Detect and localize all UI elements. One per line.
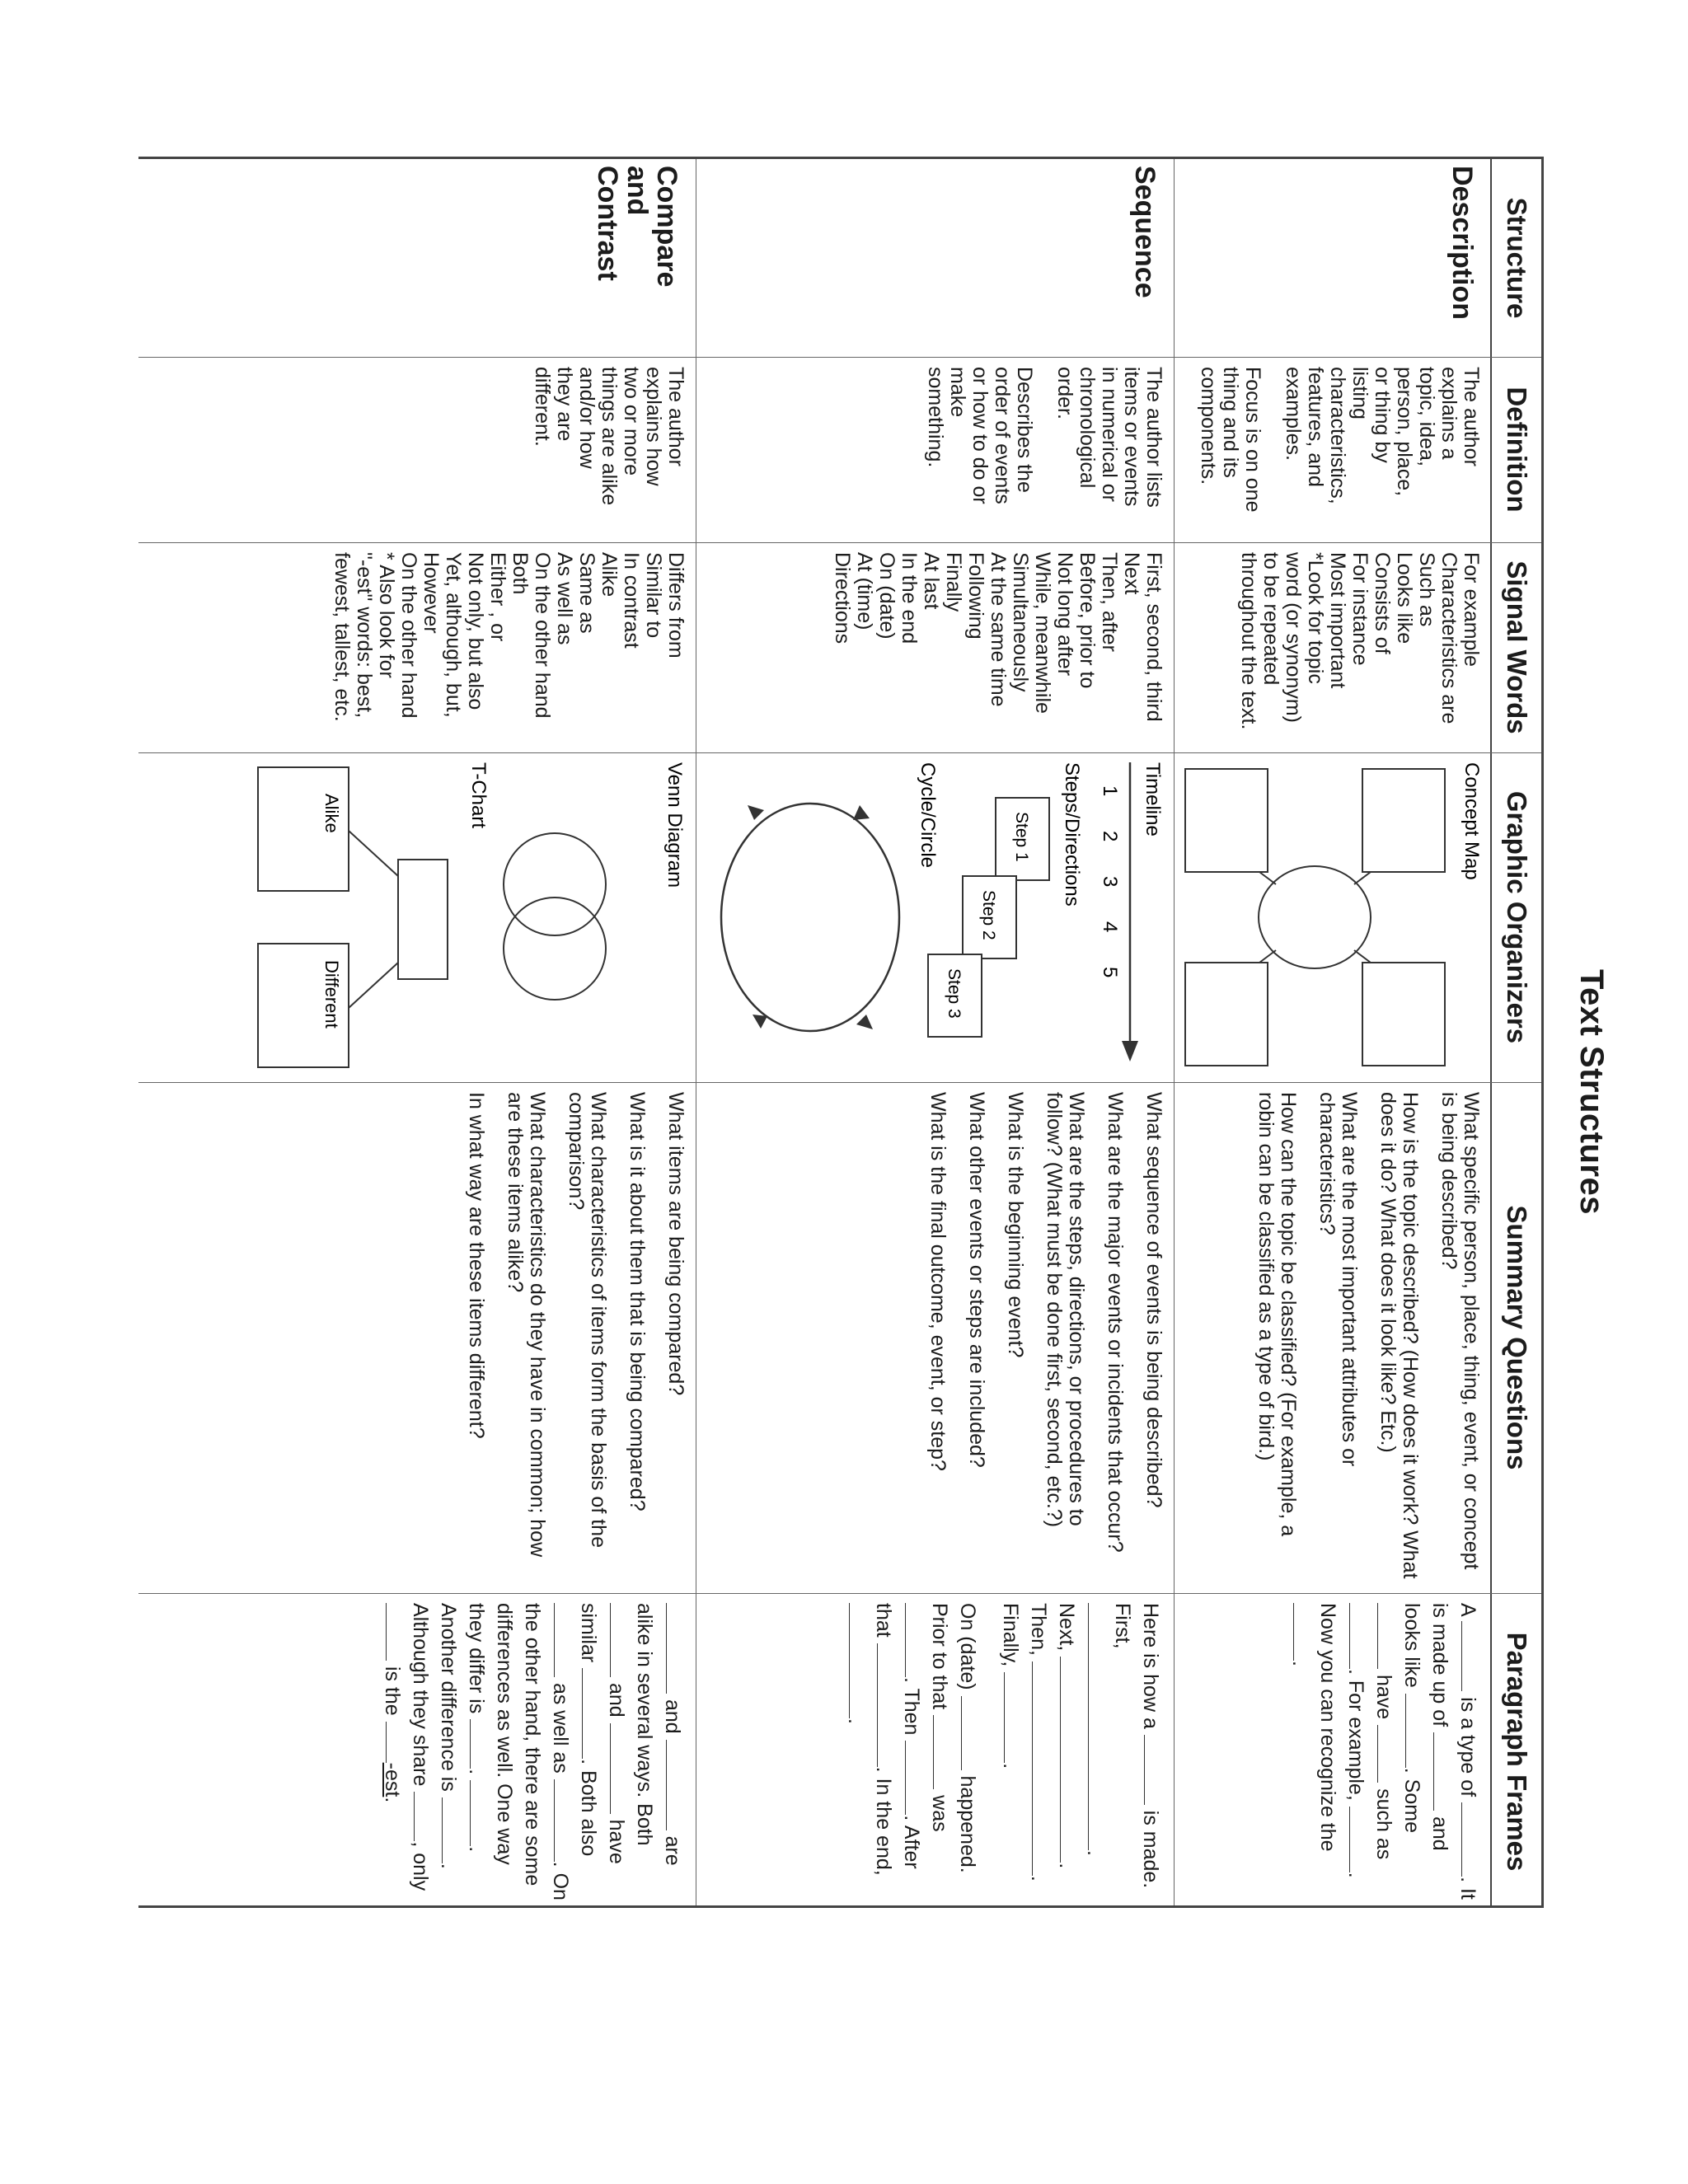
- fill-blank[interactable]: [905, 1741, 922, 1815]
- fill-blank[interactable]: [1032, 1661, 1049, 1876]
- definition-text: Describes the order of events or how to do or make something.: [924, 367, 1036, 504]
- fill-blank[interactable]: [470, 1719, 487, 1769]
- signal-words-cell: [136, 542, 695, 752]
- definition-text: The author lists items or events in numerical or chronological order.: [1053, 367, 1165, 508]
- definition-cell: [696, 357, 1173, 542]
- fill-blank[interactable]: [1293, 1603, 1311, 1661]
- row-sequence: [696, 159, 1173, 1905]
- row-description: [1175, 159, 1490, 1905]
- page-title: Text Structures: [1573, 969, 1610, 1215]
- definition-text: The author explains a topic, idea, person, place, or thing by listing characteristics, features, and examples.: [1282, 367, 1483, 504]
- fill-blank[interactable]: [1060, 1657, 1077, 1863]
- signal-words-list: First, second, third Next Then, after Before, prior to Not long after While, meanwhile Simultaneously At the same time Following Finally At last In the end On (date) At (time) Directions: [831, 552, 1165, 722]
- t-chart-topic-box: [398, 860, 448, 979]
- summary-question: What are the steps, directions, or procedures to follow? (What must be done first, second, etc.?): [1043, 1092, 1088, 1528]
- summary-questions-cell: [696, 1082, 1173, 1593]
- graphic-organizer-cell: [1175, 752, 1490, 1082]
- fill-blank[interactable]: [1405, 1694, 1423, 1768]
- connector-line: [1259, 872, 1276, 884]
- steps-label: Steps/Directions: [1061, 762, 1083, 907]
- fill-blank[interactable]: [414, 1792, 431, 1841]
- timeline-number: 1: [1099, 785, 1121, 797]
- paragraph-frame-text: Here is how a is made. First, . Next, . Then, . Finally, .: [999, 1603, 1162, 1889]
- summary-question: What characteristics do they have in common; how are these items alike?: [504, 1092, 549, 1558]
- summary-question: In what way are these items different?: [465, 1092, 488, 1439]
- fill-blank[interactable]: [1349, 1807, 1367, 1872]
- header-definition: Definition: [1502, 387, 1532, 513]
- cycle-label: Cycle/Circle: [917, 762, 939, 869]
- fill-blank[interactable]: [386, 1722, 403, 1763]
- summary-questions-cell: [136, 1082, 695, 1593]
- fill-blank[interactable]: [1377, 1603, 1395, 1669]
- cycle-circle: [721, 804, 899, 1031]
- summary-question: How can the topic be classified? (For example, a robin can be classified as a type of bird.): [1254, 1092, 1300, 1537]
- cycle-arrowhead: [856, 1015, 873, 1029]
- cycle-arrowhead: [853, 805, 870, 820]
- summary-question: What is the beginning event?: [1004, 1092, 1027, 1358]
- graphic-organizer-cell: [696, 752, 1173, 1082]
- timeline-number: 5: [1099, 967, 1121, 978]
- paragraph-frame-text: A is a type of . It is made up of and looks like . Some have such as . For example, . Now you can recognize the .: [1288, 1603, 1479, 1900]
- concept-box: [1362, 963, 1445, 1066]
- header-paragraph-frames: Paragraph Frames: [1502, 1632, 1532, 1872]
- concept-box: [1185, 769, 1268, 872]
- paragraph-frame-cell: [136, 1593, 695, 1910]
- timeline-label: Timeline: [1142, 762, 1164, 837]
- signal-words-list: Differs from Similar to In contrast Alike Same as As well as On the other hand Both Either , or Not only, but also Yet, although, but, However On the other hand: [397, 552, 687, 719]
- summary-question: What is the final outcome, event, or step?: [926, 1092, 950, 1471]
- text-structures-table: [138, 157, 1544, 1908]
- fill-blank[interactable]: [554, 1603, 571, 1677]
- cycle-arrowhead: [748, 805, 764, 820]
- fill-blank[interactable]: [666, 1740, 683, 1830]
- cycle-arrowhead: [753, 1015, 767, 1029]
- connector-line: [349, 831, 398, 876]
- timeline-number: 4: [1099, 921, 1121, 933]
- step-label: Step 1: [1012, 812, 1031, 862]
- paragraph-frame-cell: [696, 1593, 1173, 1910]
- venn-label: Venn Diagram: [663, 762, 686, 888]
- header-signal-words: Signal Words: [1502, 560, 1532, 734]
- connector-line: [349, 963, 398, 1008]
- definition-cell: [136, 357, 695, 542]
- fill-blank[interactable]: [849, 1603, 866, 1718]
- fill-blank[interactable]: [1144, 1735, 1161, 1805]
- summary-question: How is the topic described? (How does it work? What does it do? What does it look like? Etc.): [1376, 1092, 1422, 1579]
- signal-words-note: *Look for topic word (or synonym) to be repeated throughout the text.: [1237, 552, 1327, 730]
- header-structure: Structure: [1502, 197, 1532, 319]
- fill-blank[interactable]: [1461, 1802, 1479, 1877]
- fill-blank[interactable]: [610, 1723, 627, 1814]
- timeline-number: 2: [1099, 831, 1121, 842]
- concept-box: [1185, 963, 1268, 1066]
- step-label: Step 3: [945, 968, 964, 1019]
- structure-description: Description: [1447, 166, 1478, 321]
- timeline-number: 3: [1099, 876, 1121, 888]
- concept-map-diagram: [1175, 752, 1490, 1082]
- concept-map-label: Concept Map: [1461, 762, 1483, 880]
- summary-question: What items are being compared?: [664, 1092, 687, 1396]
- timeline-arrow: [1122, 1041, 1138, 1062]
- summary-question: What are the major events or incidents that occur?: [1104, 1092, 1127, 1553]
- fill-blank[interactable]: [666, 1603, 683, 1694]
- alike-label: Alike: [321, 794, 342, 833]
- summary-question: What sequence of events is being described?: [1142, 1092, 1165, 1508]
- fill-blank[interactable]: [386, 1603, 403, 1661]
- header-summary-questions: Summary Questions: [1502, 1205, 1532, 1470]
- step-label: Step 2: [979, 890, 998, 940]
- fill-blank[interactable]: [582, 1668, 599, 1759]
- fill-blank[interactable]: [933, 1715, 950, 1789]
- different-label: Different: [321, 960, 342, 1029]
- concept-box: [1362, 769, 1445, 872]
- signal-words-cell: [1175, 542, 1490, 752]
- paragraph-frame-cell: [1175, 1593, 1490, 1910]
- t-chart-label: T-Chart: [467, 762, 490, 829]
- header-divider: [1490, 159, 1492, 1905]
- fill-blank[interactable]: [554, 1779, 571, 1862]
- compare-diagrams: [136, 752, 695, 1082]
- fill-blank[interactable]: [610, 1603, 627, 1677]
- concept-center: [1259, 866, 1371, 968]
- connector-line: [1354, 950, 1371, 963]
- connector-line: [1354, 872, 1371, 884]
- header-row: [1492, 159, 1541, 1905]
- fill-blank[interactable]: [1349, 1603, 1367, 1669]
- summary-question: What are the most important attributes or characteristics?: [1315, 1092, 1361, 1467]
- fill-blank[interactable]: [1004, 1672, 1021, 1763]
- venn-circle: [504, 833, 606, 935]
- fill-blank[interactable]: [961, 1696, 978, 1770]
- connector-line: [1259, 950, 1276, 963]
- summary-question: What characteristics of items form the basis of the comparison?: [565, 1092, 610, 1548]
- fill-blank[interactable]: [877, 1643, 894, 1767]
- signal-words-note: * Also look for "-est" words: best, fewest, tallest, etc.: [331, 552, 398, 722]
- fill-blank[interactable]: [1377, 1725, 1395, 1783]
- fill-blank[interactable]: [1088, 1603, 1105, 1850]
- structure-compare-contrast: Compare and Contrast: [592, 166, 682, 288]
- summary-question: What other events or steps are included?: [965, 1092, 988, 1468]
- summary-question: What specific person, place, thing, event, or concept is being described?: [1437, 1092, 1483, 1570]
- paragraph-frame-text: and are alike in several ways. Both and have similar . Both also as well as . On the other hand, there are some differences as well. One way they differ is . . Another difference is . Although they share , only is the -est.: [381, 1603, 684, 1900]
- signal-words-cell: [696, 542, 1173, 752]
- header-graphic-organizers: Graphic Organizers: [1502, 790, 1532, 1044]
- row-compare-contrast: [136, 159, 695, 1905]
- summary-questions-cell: [1175, 1082, 1490, 1593]
- fill-blank[interactable]: [905, 1603, 922, 1677]
- fill-blank[interactable]: [470, 1780, 487, 1846]
- fill-blank[interactable]: [1433, 1732, 1451, 1811]
- signal-words-list: For example Characteristics are Such as Looks like Consists of For instance Most important: [1326, 552, 1483, 724]
- graphic-organizer-cell: [136, 752, 695, 1082]
- definition-cell: [1175, 357, 1490, 542]
- fill-blank[interactable]: [1461, 1621, 1479, 1691]
- fill-blank[interactable]: [442, 1797, 459, 1863]
- structure-sequence: Sequence: [1129, 166, 1160, 298]
- definition-text: Focus is on one thing and its components.: [1197, 367, 1264, 513]
- summary-question: What is it about them that is being compared?: [626, 1092, 649, 1511]
- definition-text: The author explains how two or more things are alike and/or how they are different.: [531, 367, 687, 506]
- paragraph-frame-text: On (date) happened. Prior to that was . Then . After that . In the end, .: [844, 1603, 979, 1876]
- sequence-diagrams: [696, 752, 1173, 1082]
- venn-circle: [504, 898, 606, 1000]
